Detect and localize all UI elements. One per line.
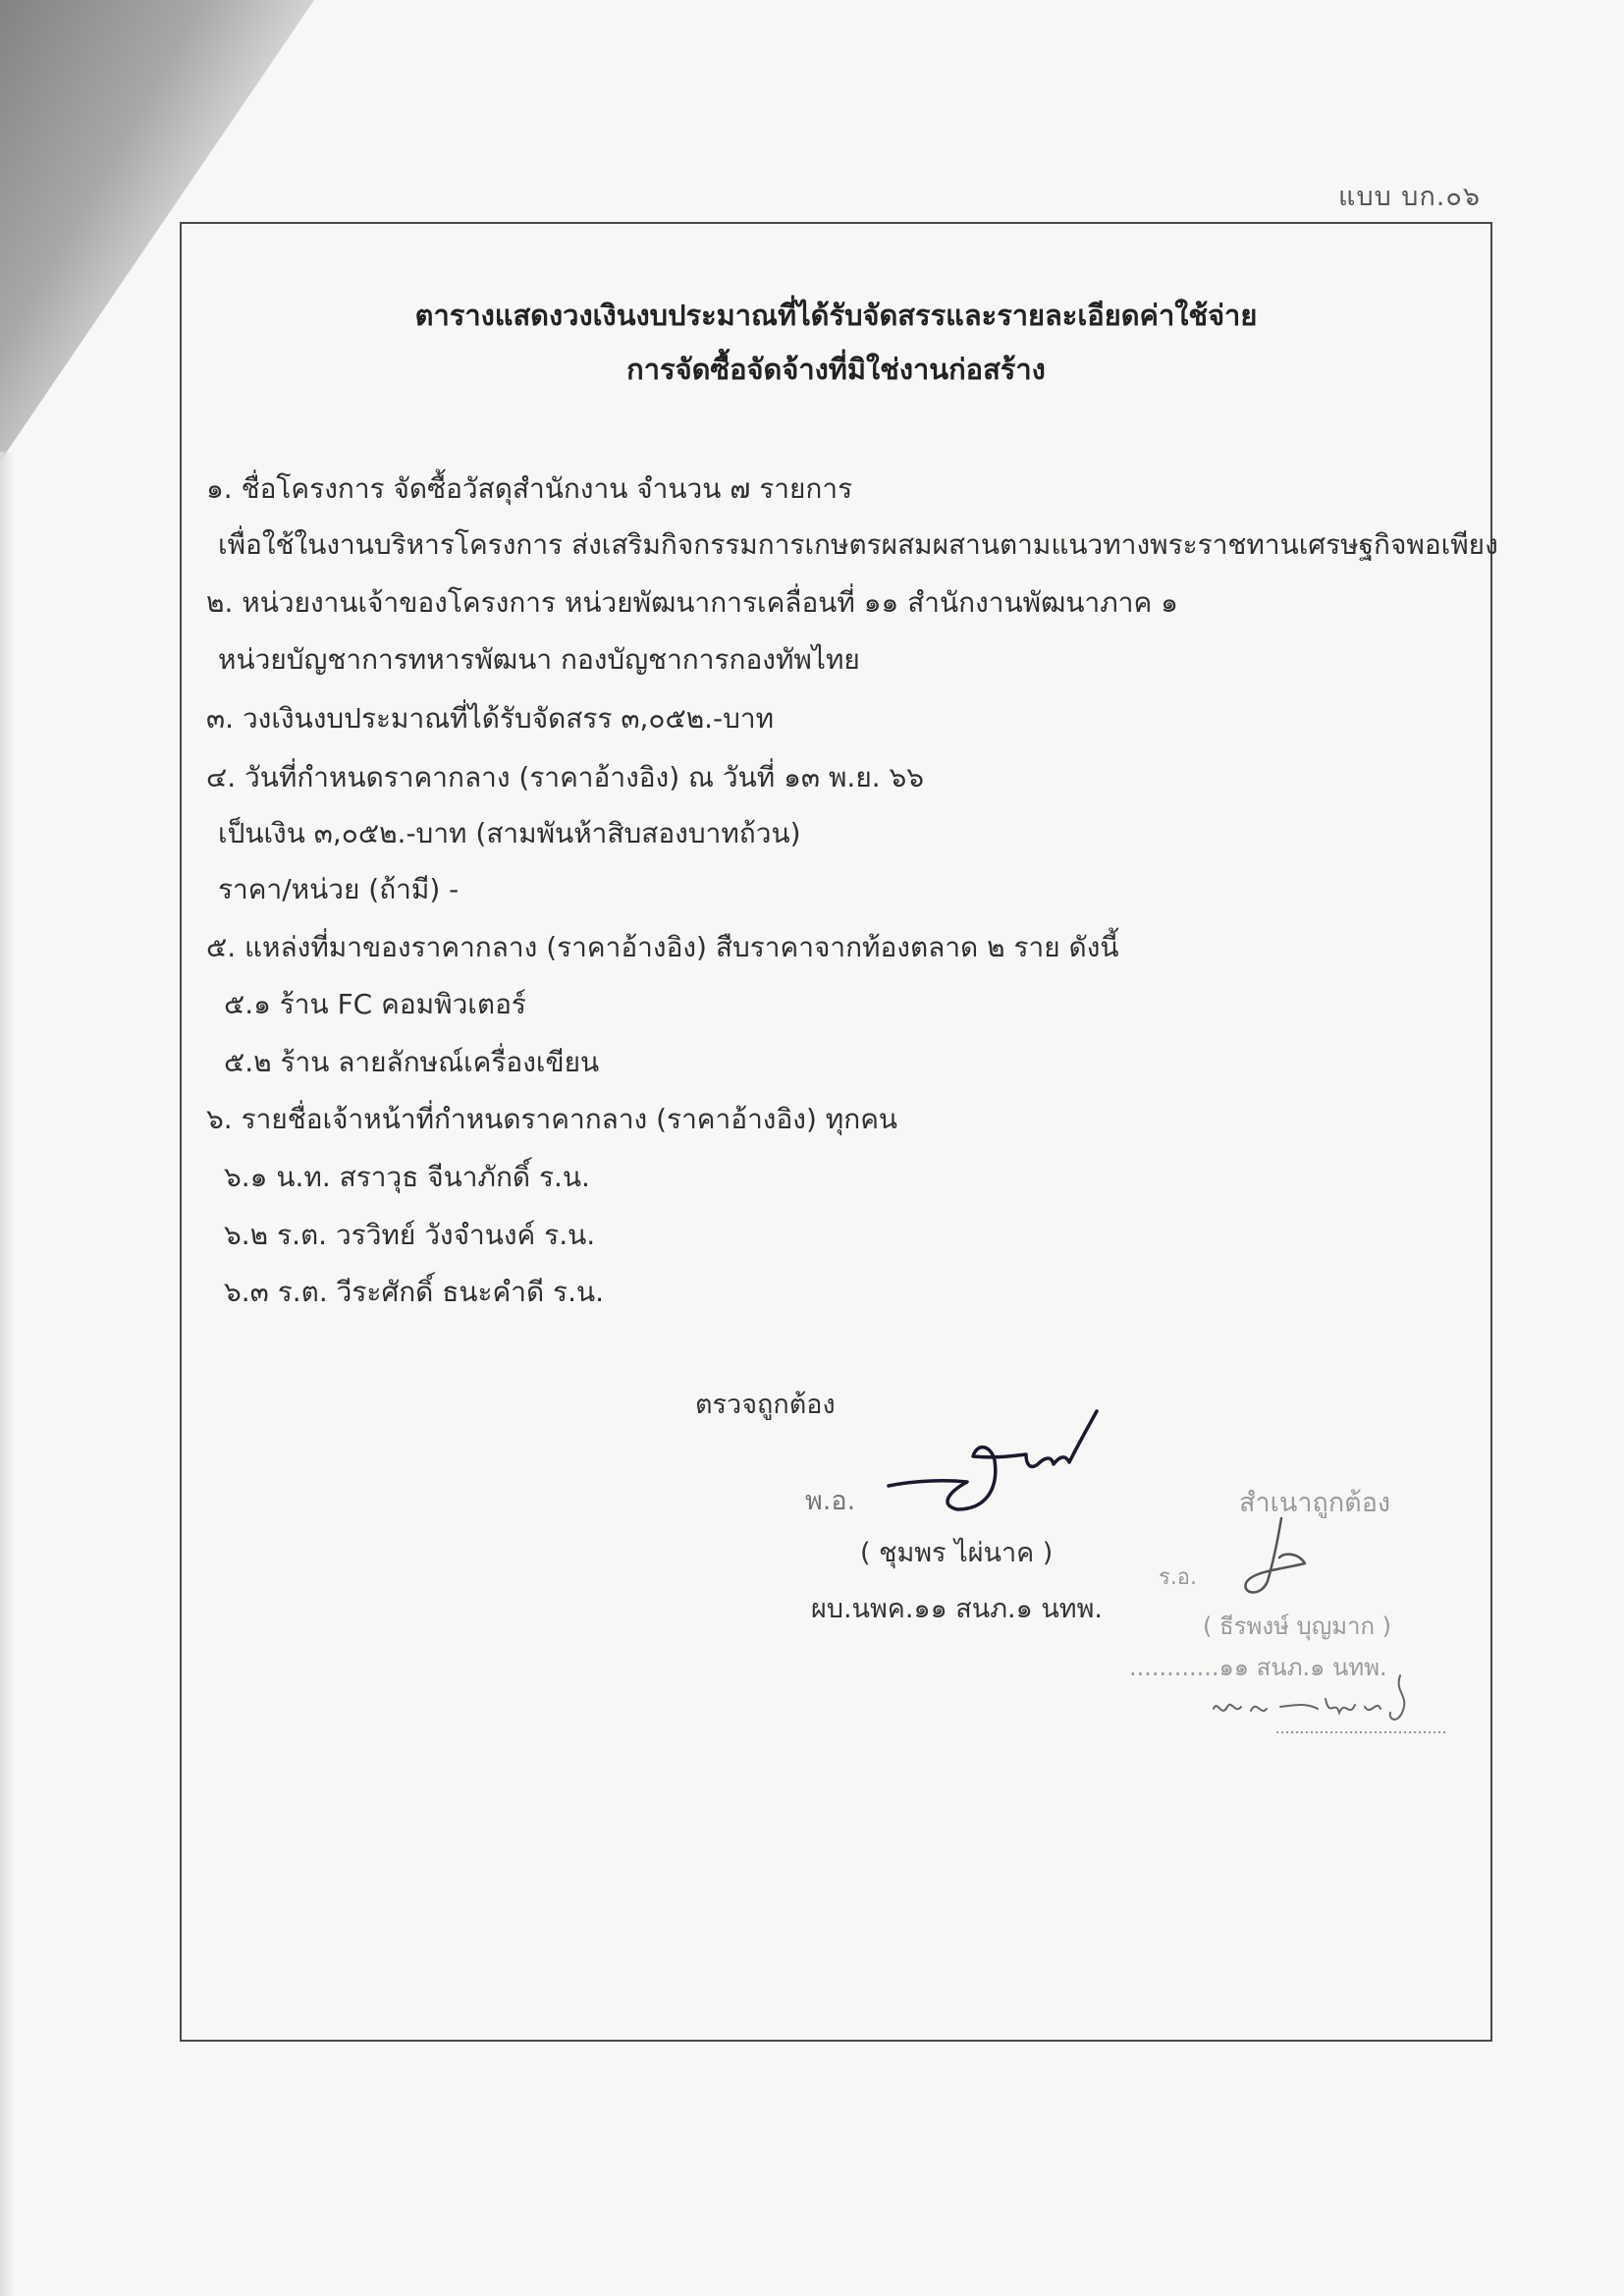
item-2-owner-cont: หน่วยบัญชาการทหารพัฒนา กองบัญชาการกองทัพไทย: [218, 643, 860, 676]
copy-certified-label: สำเนาถูกต้อง: [1239, 1488, 1391, 1518]
checked-label: ตรวจถูกต้อง: [695, 1390, 836, 1420]
approver-position: ผบ.นพค.๑๑ สนภ.๑ นทพ.: [811, 1594, 1103, 1624]
item-5-2: ๕.๒ ร้าน ลายลักษณ์เครื่องเขียน: [224, 1046, 600, 1078]
item-4-amount: เป็นเงิน ๓,๐๕๒.-บาท (สามพันห้าสิบสองบาทถ้วน): [218, 817, 801, 849]
copy-certifier-name: ( ธีรพงษ์ บุญมาก ): [1203, 1613, 1392, 1640]
copy-certifier-position: ............๑๑ สนภ.๑ นทพ.: [1129, 1654, 1387, 1681]
form-code: แบบ บก.๐๖: [1338, 182, 1481, 212]
document-title-line2: การจัดซื้อจัดจ้างที่มิใช่งานก่อสร้าง: [626, 353, 1046, 386]
approver-rank: พ.อ.: [805, 1486, 856, 1516]
approver-name: ( ชุมพร ไผ่นาค ): [860, 1538, 1054, 1568]
item-2-owner: ๒. หน่วยงานเจ้าของโครงการ หน่วยพัฒนาการเคลื่อนที่ ๑๑ สำนักงานพัฒนาภาค ๑: [206, 586, 1178, 619]
copy-certifier-rank: ร.อ.: [1159, 1565, 1198, 1590]
item-6-officers: ๖. รายชื่อเจ้าหน้าที่กำหนดราคากลาง (ราคาอ้างอิง) ทุกคน: [206, 1103, 898, 1135]
item-6-2: ๖.๒ ร.ต. วรวิทย์ วังจำนงค์ ร.น.: [224, 1219, 596, 1251]
copy-certifier-signature: [1222, 1512, 1330, 1601]
document-title-line1: ตารางแสดงวงเงินงบประมาณที่ได้รับจัดสรรและรายละเอียดค่าใช้จ่าย: [414, 299, 1258, 332]
item-6-1: ๖.๑ น.ท. สราวุธ จีนาภักดิ์ ร.น.: [224, 1161, 590, 1193]
approver-signature: [879, 1399, 1105, 1517]
item-4-date: ๔. วันที่กำหนดราคากลาง (ราคาอ้างอิง) ณ วันที่ ๑๓ พ.ย. ๖๖: [206, 761, 925, 793]
item-1-purpose: เพื่อใช้ในงานบริหารโครงการ ส่งเสริมกิจกรรมการเกษตรผสมผสานตามแนวทางพระราชทานเศรษฐกิจพอเพียง: [218, 528, 1498, 561]
item-5-source: ๕. แหล่งที่มาของราคากลาง (ราคาอ้างอิง) สืบราคาจากท้องตลาด ๒ ราย ดังนี้: [206, 931, 1119, 963]
item-5-1: ๕.๑ ร้าน FC คอมพิวเตอร์: [224, 988, 526, 1020]
item-6-3: ๖.๓ ร.ต. วีระศักดิ์ ธนะคำดี ร.น.: [224, 1276, 605, 1308]
item-3-budget: ๓. วงเงินงบประมาณที่ได้รับจัดสรร ๓,๐๕๒.-บาท: [206, 702, 775, 735]
scan-edge: [0, 452, 14, 2296]
handwritten-note: [1208, 1669, 1453, 1738]
item-4-unit-price: ราคา/หน่วย (ถ้ามี) -: [218, 873, 460, 905]
item-1-project-name: ๑. ชื่อโครงการ จัดซื้อวัสดุสำนักงาน จำนวน ๗ รายการ: [206, 472, 853, 505]
